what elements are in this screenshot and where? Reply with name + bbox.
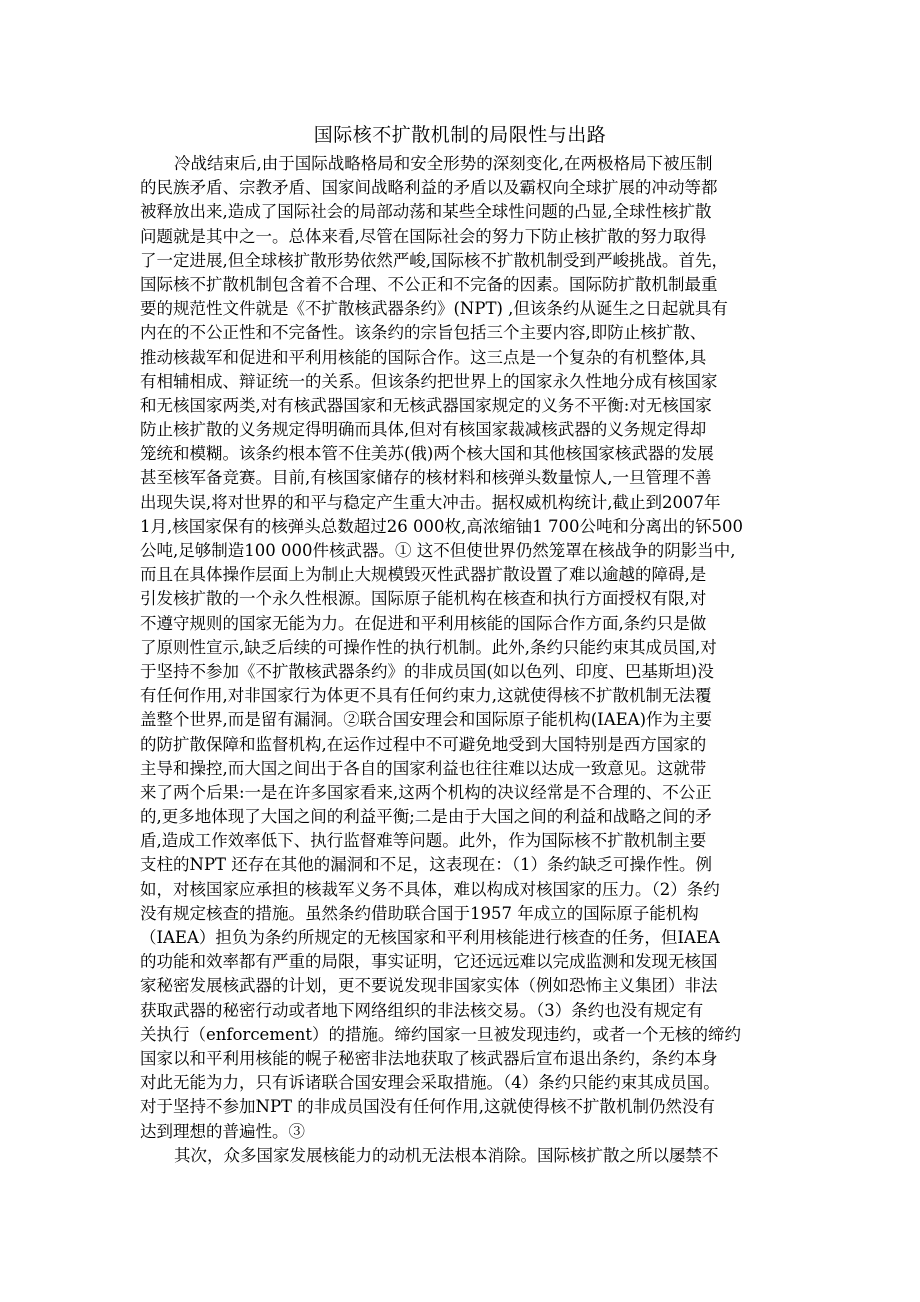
text-line: 公吨,足够制造100 000件核武器。① 这不但使世界仍然笼罩在核战争的阴影当中,	[140, 541, 736, 560]
text-line: 盖整个世界,而是留有漏洞。②联合国安理会和国际原子能机构(IAEA)作为主要	[140, 710, 713, 730]
text-line: 如，对核国家应承担的核裁军义务不具体，难以构成对核国家的压力。（2）条约	[140, 879, 720, 899]
text-line: 和无核国家两类,对有核武器国家和无核武器国家规定的义务不平衡:对无核国家	[140, 395, 712, 415]
text-line: 获取武器的秘密行动或者地下网络组织的非法核交易。（3）条约也没有规定有	[140, 1000, 704, 1020]
text-line: 家秘密发展核武器的计划，更不要说发现非国家实体（例如恐怖主义集团）非法	[140, 976, 718, 996]
text-line: 冷战结束后,由于国际战略格局和安全形势的深刻变化,在两极格局下被压制	[174, 154, 713, 173]
text-line: 的防扩散保障和监督机构,在运作过程中不可避免地受到大国特别是西方国家的	[140, 734, 707, 754]
text-line: 了一定进展,但全球核扩散形势依然严峻,国际核不扩散机制受到严峻挑战。首先，	[140, 250, 728, 270]
document-body	[140, 152, 785, 1168]
text-line: 了原则性宣示,缺乏后续的可操作性的执行机制。此外,条约只能约束其成员国,对	[140, 637, 717, 657]
text-line: 其次，众多国家发展核能力的动机无法根本消除。国际核扩散之所以屡禁不	[174, 1145, 719, 1165]
text-line: 盾,造成工作效率低下、执行监督难等问题。此外，作为国际核不扩散机制主要	[140, 831, 707, 851]
text-line: 问题就是其中之一。总体来看,尽管在国际社会的努力下防止核扩散的努力取得	[140, 226, 707, 246]
text-line: 的功能和效率都有严重的局限，事实证明，它还远远难以完成监测和发现无核国	[140, 952, 718, 972]
text-line: 关执行（enforcement）的措施。缔约国家一旦被发现违约，或者一个无核的缔约	[140, 1024, 741, 1044]
text-line: 国家以和平利用核能的幌子秘密非法地获取了核武器后宣布退出条约，条约本身	[140, 1048, 718, 1068]
text-line: 不遵守规则的国家无能为力。在促进和平利用核能的国际合作方面,条约只是做	[140, 613, 707, 633]
text-line: （IAEA）担负为条约所规定的无核国家和平利用核能进行核查的任务，但IAEA	[140, 928, 720, 947]
text-line: 有任何作用,对非国家行为体更不具有任何约束力,这就使得核不扩散机制无法覆	[140, 686, 712, 706]
text-line: 主导和操控,而大国之间出于各自的国家利益也往往难以达成一致意见。这就带	[140, 758, 707, 778]
text-line: 没有规定核查的措施。虽然条约借助联合国于1957 年成立的国际原子能机构	[140, 903, 699, 923]
text-line: 要的规范性文件就是《不扩散核武器条约》(NPT) ,但该条约从诞生之日起就具有	[140, 299, 728, 319]
text-line: 被释放出来,造成了国际社会的局部动荡和某些全球性问题的凸显,全球性核扩散	[140, 202, 712, 222]
text-line: 防止核扩散的义务规定得明确而具体,但对有核国家裁减核武器的义务规定得却	[140, 420, 707, 440]
document-title: 国际核不扩散机制的局限性与出路	[313, 124, 607, 146]
text-line: 来了两个后果:一是在许多国家看来,这两个机构的决议经常是不合理的、不公正	[140, 782, 712, 802]
text-line: 出现失误,将对世界的和平与稳定产生重大冲击。据权威机构统计,截止到2007年	[140, 492, 721, 512]
text-line: 的民族矛盾、宗教矛盾、国家间战略利益的矛盾以及霸权向全球扩展的冲动等都	[140, 178, 718, 198]
text-line: 内在的不公正性和不完备性。该条约的宗旨包括三个主要内容,即防止核扩散、	[140, 323, 707, 343]
text-line: 的,更多地体现了大国之间的利益平衡;二是由于大国之间的利益和战略之间的矛	[140, 807, 712, 827]
text-line: 国际核不扩散机制包含着不合理、不公正和不完备的因素。国际防扩散机制最重	[140, 274, 718, 294]
text-line: 笼统和模糊。该条约根本管不住美苏(俄)两个核大国和其他核国家核武器的发展	[140, 444, 714, 464]
text-line: 引发核扩散的一个永久性根源。国际原子能机构在核查和执行方面授权有限,对	[140, 589, 707, 609]
text-line: 有相辅相成、辩证统一的关系。但该条约把世界上的国家永久性地分成有核国家	[140, 371, 718, 391]
text-line: 对此无能为力，只有诉诸联合国安理会采取措施。（4）条约只能约束其成员国。	[140, 1073, 720, 1093]
text-line: 于坚持不参加《不扩散核武器条约》的非成员国(如以色列、印度、巴基斯坦)没	[140, 661, 714, 681]
text-line: 而且在具体操作层面上为制止大规模毁灭性武器扩散设置了难以逾越的障碍,是	[140, 565, 707, 585]
text-line: 推动核裁军和促进和平利用核能的国际合作。这三点是一个复杂的有机整体,具	[140, 347, 707, 367]
text-line: 甚至核军备竞赛。目前,有核国家储存的核材料和核弹头数量惊人,一旦管理不善	[140, 468, 712, 488]
text-line: 达到理想的普遍性。③	[140, 1121, 305, 1141]
text-line: 1月,核国家保有的核弹头总数超过26 000枚,高浓缩铀1 700公吨和分离出的钚500	[140, 516, 743, 536]
text-line: 对于坚持不参加NPT 的非成员国没有任何作用,这就使得核不扩散机制仍然没有	[140, 1097, 716, 1117]
text-line: 支柱的NPT 还存在其他的漏洞和不足，这表现在：（1）条约缺乏可操作性。例	[140, 855, 713, 875]
